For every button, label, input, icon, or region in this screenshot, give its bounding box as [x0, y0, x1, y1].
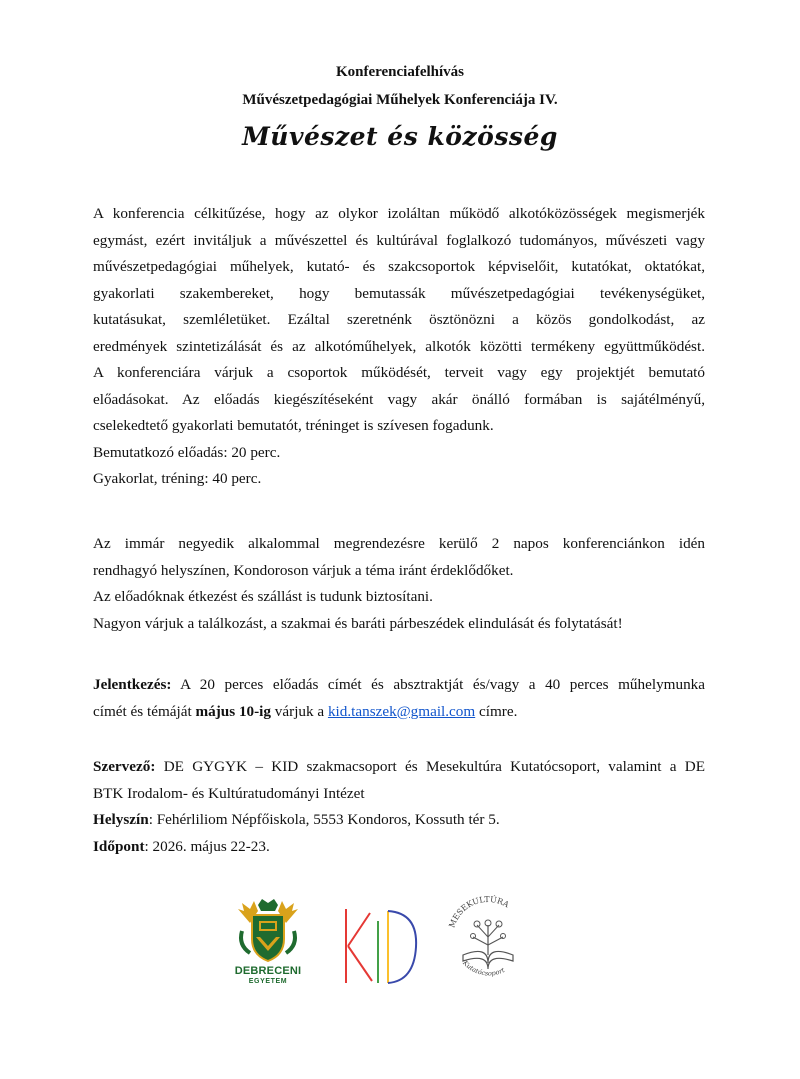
organizer-line: [93, 754, 705, 781]
call-title: Konferenciafelhívás: [335, 64, 465, 80]
organizer-label: Szervező:: [93, 758, 156, 775]
venue-text: : Fehérliliom Népfőiskola, 5553 Kondoros, Kossuth tér 5.: [148, 811, 500, 828]
talk-length: Bemutatkozó előadás: 20 perc.: [93, 443, 281, 461]
intro-line: gyakorlati szakembereket, hogy bemutassák művészetpedagógiai tevékenységüket,: [93, 284, 705, 302]
date-label: Időpont: [93, 837, 145, 855]
info-line: Az immár negyedik alkalommal megrendezésre kerülő 2 napos konferenciánkon idén: [93, 535, 705, 552]
conference-name: Művészetpedagógiai Műhelyek Konferenciája IV.: [242, 92, 558, 108]
intro-line: előadásokat. Az előadás kiegészítéseként vagy akár önálló formában is sajátélményű,: [93, 390, 705, 408]
intro-line: A konferencia célkitűzése, hogy az olykor izoláltan működő alkotóközösségek megismerjék: [93, 205, 705, 222]
venue-line: [93, 807, 705, 834]
intro-line: A konferenciára várjuk a csoportok működését, terveit vagy egy projektjét bemutató: [93, 364, 705, 381]
kid-letters-icon: [340, 901, 420, 987]
registration-paragraph: [93, 672, 705, 725]
university-crest-icon: [228, 895, 308, 965]
venue-label: Helyszín: [93, 811, 149, 828]
registration-text: várjuk a: [271, 702, 328, 720]
organizer-text-cont: BTK Irodalom- és Kultúratudományi Intézet: [93, 784, 365, 802]
registration-text: címét és témáját: [93, 702, 196, 720]
info-line: Nagyon várjuk a találkozást, a szakmai és baráti párbeszédek elindulását és folytatását!: [93, 614, 623, 632]
mesekultura-book-icon: [443, 895, 533, 985]
mesekultura-name: MESEKULTÚRA: [447, 895, 511, 929]
intro-line: egymást, ezért invitáljuk a művészettel és kultúrával foglalkozó tudományos, művészeti vagy: [93, 231, 705, 249]
registration-label: Jelentkezés:: [93, 676, 172, 693]
details-section: [93, 754, 705, 860]
conference-motto: Művészet és közösség: [242, 122, 558, 151]
intro-line: kutatásukat, szemléletüket. Ezáltal szeretnénk ösztönözni a közös gondolkodást, az: [93, 311, 705, 328]
mesekultura-subtitle: Kutatócsoport: [461, 959, 507, 978]
training-length: Gyakorlat, tréning: 40 perc.: [93, 470, 262, 487]
intro-paragraph: [93, 201, 705, 493]
info-paragraph: [93, 531, 705, 637]
mesekultura-arc-text: [447, 895, 510, 929]
debreceni-egyetem-logo: [228, 895, 308, 987]
intro-line: eredmények szintetizálását és az alkotóműhelyek, alkotók közötti termékeny együttműködést.: [93, 337, 705, 355]
registration-text: A 20 perces előadás címét és absztraktját és/vagy a 40 perces műhelymunka: [171, 676, 705, 693]
intro-line: művészetpedagógiai műhelyek, kutató- és szakcsoportok képviselőit, kutatókat, oktatókat,: [93, 258, 705, 275]
kid-logo: [340, 901, 420, 987]
info-line: Az előadóknak étkezést és szállást is tudunk biztosítani.: [93, 588, 433, 605]
intro-line: cselekedtető gyakorlati bemutatót, tréninget is szívesen fogadunk.: [93, 417, 494, 434]
university-name: DEBRECENI: [234, 965, 302, 977]
organizer-text: DE GYGYK – KID szakmacsoport és Mesekultúra Kutatócsoport, valamint a DE: [155, 758, 705, 775]
mesekultura-sub-text: [461, 958, 507, 977]
mesekultura-logo: [443, 895, 533, 985]
registration-deadline: május 10-ig: [195, 702, 271, 720]
logos-row: [0, 895, 800, 995]
info-line: rendhagyó helyszínen, Kondoroson várjuk a téma iránt érdeklődőket.: [93, 561, 514, 579]
registration-line: [93, 672, 705, 699]
email-link[interactable]: kid.tanszek@gmail.com: [327, 702, 476, 720]
date-text: : 2026. május 22-23.: [144, 837, 270, 855]
registration-text: címre.: [475, 702, 518, 720]
registration-line: [93, 699, 705, 726]
university-name-2: EGYETEM: [248, 978, 288, 985]
date-line: [93, 834, 705, 861]
